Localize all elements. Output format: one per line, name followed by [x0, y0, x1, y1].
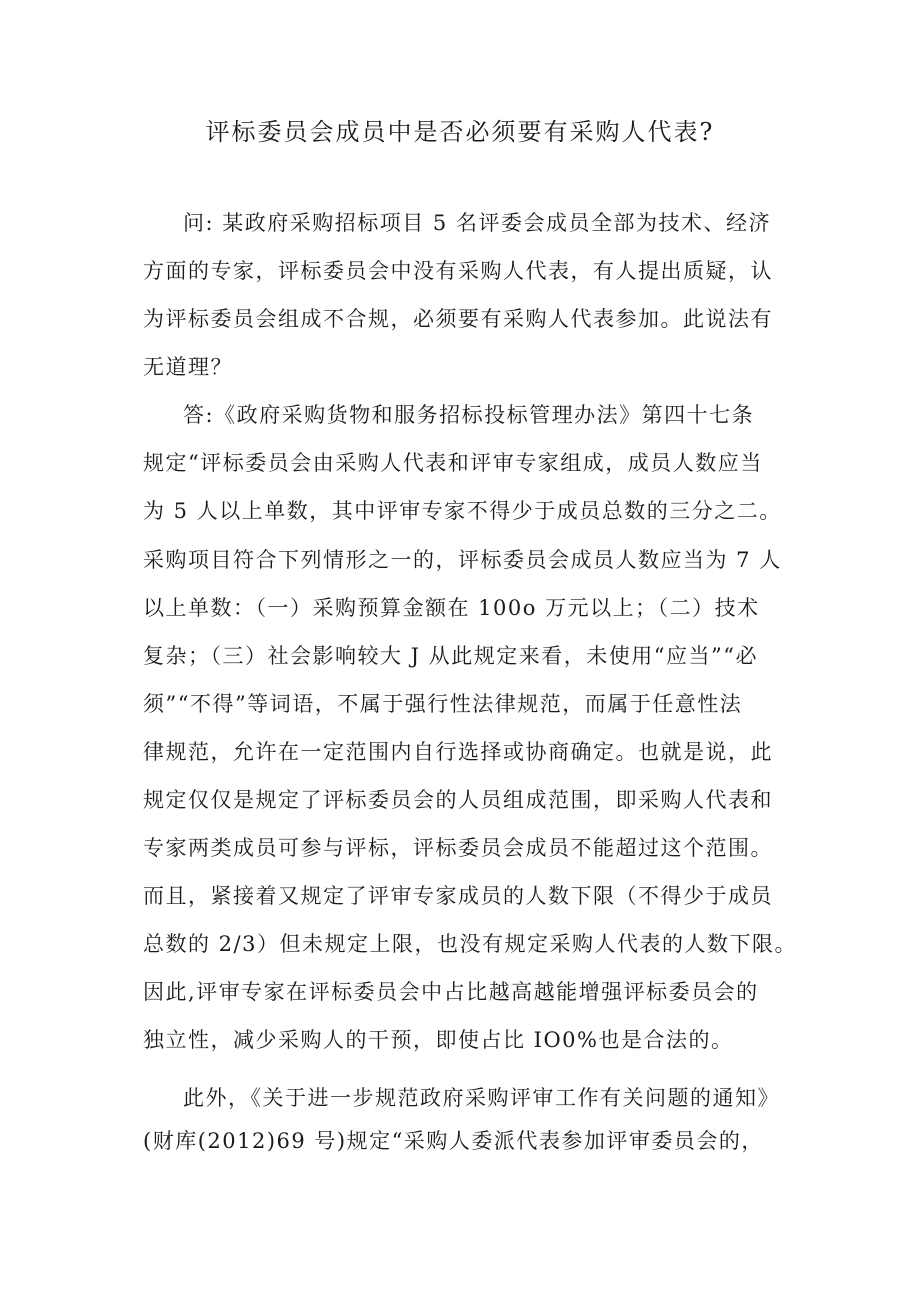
answer-line: 规定“评标委员会由采购人代表和评审专家组成，成员人数应当 — [143, 451, 763, 475]
answer-line: 独立性，减少采购人的干预，即使占比 IO0%也是合法的。 — [143, 1028, 734, 1052]
further-line: (财库(2012)69 号)规定“采购人委派代表参加评审委员会的， — [143, 1129, 764, 1153]
question-line: 为评标委员会组成不合规，必须要有采购人代表参加。此说法有 — [143, 307, 773, 331]
answer-line: 答:《政府采购货物和服务招标投标管理办法》第四十七条 — [183, 403, 755, 427]
answer-line: 复杂；（三）社会影响较大 J 从此规定来看，未使用“应当”“必 — [143, 644, 758, 668]
answer-line: 以上单数：（一）采购预算金额在 100o 万元以上；（二）技术 — [143, 596, 760, 620]
question-line: 问: 某政府采购招标项目 5 名评委会成员全部为技术、经济 — [183, 211, 771, 235]
answer-line: 总数的 2/3）但未规定上限，也没有规定采购人代表的人数下限。 — [143, 932, 797, 956]
answer-line: 须”“不得”等词语，不属于强行性法律规范，而属于任意性法 — [143, 692, 743, 716]
answer-line: 专家两类成员可参与评标，评标委员会成员不能超过这个范围。 — [143, 836, 773, 860]
further-line: 此外，《关于进一步规范政府采购评审工作有关问题的通知》 — [183, 1086, 780, 1110]
question-line: 无道理？ — [143, 355, 233, 379]
question-line: 方面的专家，评标委员会中没有采购人代表，有人提出质疑，认 — [143, 259, 773, 283]
answer-line: 律规范，允许在一定范围内自行选择或协商确定。也就是说，此 — [143, 740, 773, 764]
answer-line: 因此,评审专家在评标委员会中占比越高越能增强评标委员会的 — [143, 980, 759, 1004]
answer-line: 规定仅仅是规定了评标委员会的人员组成范围，即采购人代表和 — [143, 788, 773, 812]
answer-line: 而且，紧接着又规定了评审专家成员的人数下限（不得少于成员 — [143, 884, 773, 908]
answer-line: 为 5 人以上单数，其中评审专家不得少于成员总数的三分之二。 — [143, 499, 782, 523]
document-title: 评标委员会成员中是否必须要有采购人代表? — [205, 118, 715, 146]
answer-line: 采购项目符合下列情形之一的，评标委员会成员人数应当为 7 人 — [143, 548, 782, 572]
